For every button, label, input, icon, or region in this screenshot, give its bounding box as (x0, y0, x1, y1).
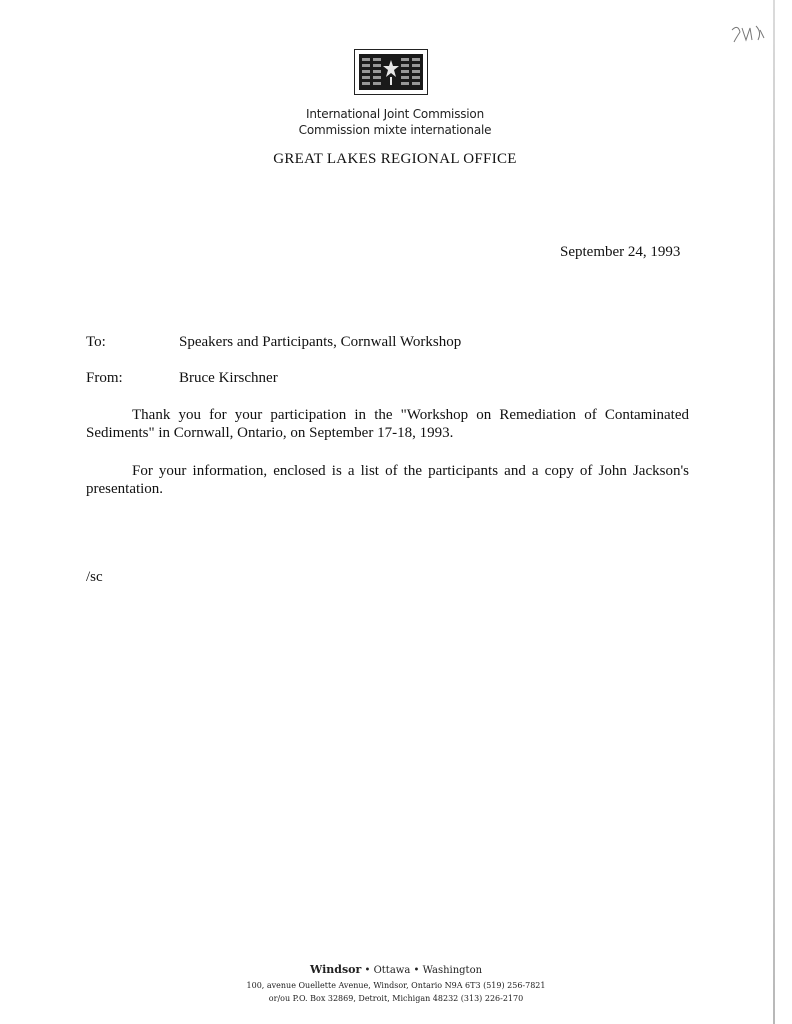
footer-separator: • (413, 965, 420, 976)
typist-initials: /sc (86, 569, 103, 585)
footer-city-3: Washington (422, 965, 483, 976)
body-paragraph-2: For your information, enclosed is a list of the participants and a copy of John Jackson's presentation. (86, 463, 689, 497)
from-value: Bruce Kirschner (179, 370, 278, 386)
org-name-en: International Joint Commission (306, 107, 484, 121)
footer-city-main: Windsor (309, 963, 362, 976)
footer-cities (150, 963, 642, 976)
ijc-logo (354, 49, 428, 95)
body-paragraph-1: Thank you for your participation in the "Workshop on Remediation of Contaminated Sediments" in Cornwall, Ontario, on September 17-18, 1993. (86, 407, 689, 441)
office-heading: GREAT LAKES REGIONAL OFFICE (273, 151, 517, 167)
footer-city-2: Ottawa (373, 965, 411, 976)
page-edge-shadow (773, 0, 775, 1024)
footer-address-2: or/ou P.O. Box 32869, Detroit, Michigan 48232 (313) 226-2170 (268, 994, 524, 1003)
org-name-fr: Commission mixte internationale (298, 123, 492, 137)
letter-date: September 24, 1993 (560, 244, 681, 260)
handwritten-mark (728, 22, 768, 48)
footer-address-1: 100, avenue Ouellette Avenue, Windsor, Ontario N9A 6T3 (519) 256-7821 (246, 981, 546, 990)
to-value: Speakers and Participants, Cornwall Workshop (179, 334, 462, 350)
footer-separator: • (364, 965, 371, 976)
from-label: From: (86, 370, 123, 386)
to-label: To: (86, 334, 106, 350)
